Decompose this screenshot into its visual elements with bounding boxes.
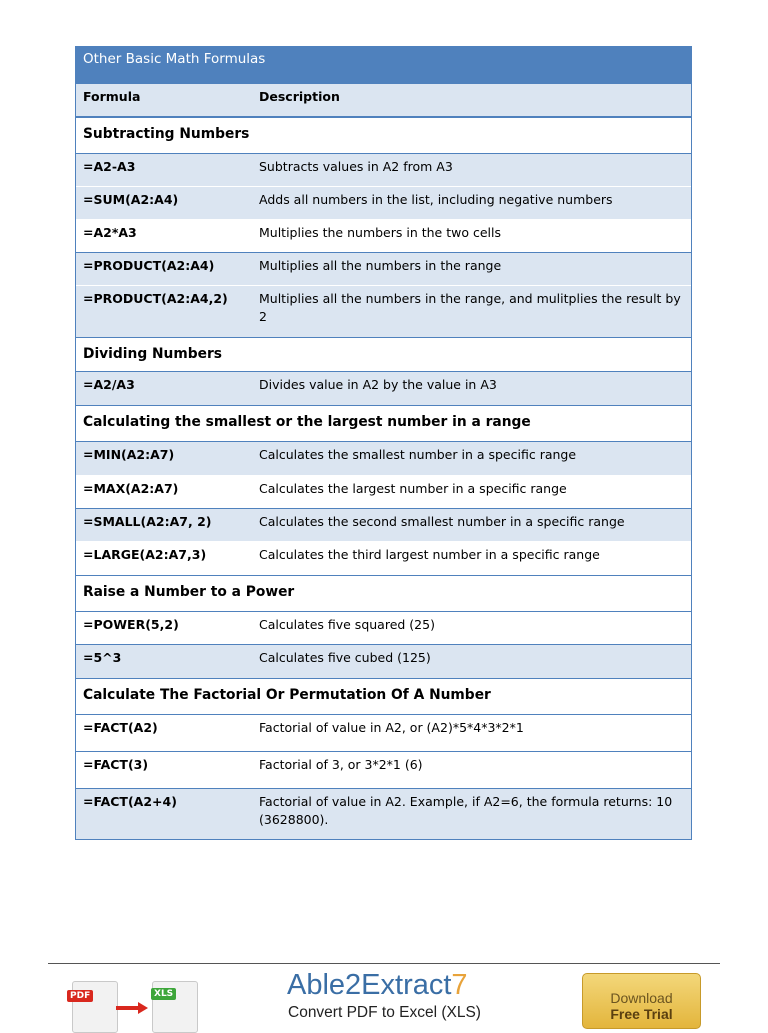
description-cell: Factorial of value in A2, or (A2)*5*4*3*2*1 <box>259 720 524 735</box>
section-heading: Raise a Number to a Power <box>83 584 295 600</box>
table-row <box>76 509 691 542</box>
section-heading: Dividing Numbers <box>83 346 223 362</box>
table-row <box>76 154 691 187</box>
table-body <box>76 117 691 839</box>
table-row <box>76 442 691 476</box>
description-cell: Factorial of value in A2. Example, if A2=6, the formula returns: 10 (3628800). <box>259 794 673 827</box>
formula-cell: =A2/A3 <box>83 377 135 392</box>
section-heading-row <box>76 337 691 372</box>
table-row <box>76 612 691 645</box>
formula-cell: =FACT(3) <box>83 757 149 772</box>
formula-table <box>75 46 692 840</box>
formula-cell: =FACT(A2+4) <box>83 794 177 809</box>
table-row <box>76 789 691 839</box>
description-cell: Factorial of 3, or 3*2*1 (6) <box>259 757 423 772</box>
section-heading-row <box>76 678 691 715</box>
formula-cell: =PRODUCT(A2:A4,2) <box>83 291 228 306</box>
description-cell: Calculates five cubed (125) <box>259 650 431 665</box>
formula-cell: =MIN(A2:A7) <box>83 447 175 462</box>
description-cell: Subtracts values in A2 from A3 <box>259 159 453 174</box>
section-heading-row <box>76 575 691 612</box>
description-cell: Calculates five squared (25) <box>259 617 435 632</box>
table-row <box>76 372 691 405</box>
description-cell: Multiplies all the numbers in the range <box>259 258 502 273</box>
header-formula: Formula <box>83 89 141 104</box>
table-row <box>76 715 691 752</box>
table-row <box>76 253 691 286</box>
table-row <box>76 476 691 509</box>
section-heading: Subtracting Numbers <box>83 126 250 142</box>
xls-badge: XLS <box>151 988 176 1000</box>
table-row <box>76 542 691 575</box>
formula-cell: =POWER(5,2) <box>83 617 179 632</box>
table-row <box>76 286 691 337</box>
arrow-right-icon <box>116 1002 148 1014</box>
formula-cell: =LARGE(A2:A7,3) <box>83 547 207 562</box>
description-cell: Calculates the smallest number in a specific range <box>259 447 577 462</box>
download-free-trial-button[interactable] <box>582 973 701 1029</box>
description-cell: Adds all numbers in the list, including negative numbers <box>259 192 613 207</box>
section-heading-row <box>76 405 691 442</box>
table-title: Other Basic Math Formulas <box>76 47 691 84</box>
description-cell: Divides value in A2 by the value in A3 <box>259 377 497 392</box>
brand-tagline: Convert PDF to Excel (XLS) <box>288 1004 481 1021</box>
section-heading: Calculating the smallest or the largest number in a range <box>83 414 531 430</box>
footer-ad <box>0 964 768 1024</box>
formula-cell: =A2*A3 <box>83 225 137 240</box>
header-description: Description <box>259 89 340 104</box>
description-cell: Calculates the largest number in a specific range <box>259 481 567 496</box>
description-cell: Calculates the second smallest number in a specific range <box>259 514 625 529</box>
table-row <box>76 752 691 789</box>
table-row <box>76 187 691 220</box>
section-heading-row <box>76 117 691 154</box>
table-header-row <box>76 84 691 117</box>
brand-version: 7 <box>451 969 468 1001</box>
formula-cell: =PRODUCT(A2:A4) <box>83 258 215 273</box>
formula-cell: =5^3 <box>83 650 122 665</box>
download-label: Download <box>610 990 673 1006</box>
pdf-document-icon <box>72 981 118 1033</box>
formula-cell: =SUM(A2:A4) <box>83 192 179 207</box>
description-cell: Multiplies the numbers in the two cells <box>259 225 501 240</box>
description-cell: Multiplies all the numbers in the range, and mulitplies the result by 2 <box>259 291 681 324</box>
brand-logo <box>287 969 468 1002</box>
formula-cell: =A2-A3 <box>83 159 136 174</box>
pdf-badge: PDF <box>67 990 93 1002</box>
description-cell: Calculates the third largest number in a specific range <box>259 547 600 562</box>
formula-cell: =FACT(A2) <box>83 720 158 735</box>
formula-cell: =SMALL(A2:A7, 2) <box>83 514 212 529</box>
table-row <box>76 645 691 678</box>
brand-name: Able2Extract <box>287 969 452 1001</box>
free-trial-label: Free Trial <box>610 1006 673 1022</box>
formula-cell: =MAX(A2:A7) <box>83 481 179 496</box>
section-heading: Calculate The Factorial Or Permutation Of A Number <box>83 687 491 703</box>
table-row <box>76 220 691 253</box>
